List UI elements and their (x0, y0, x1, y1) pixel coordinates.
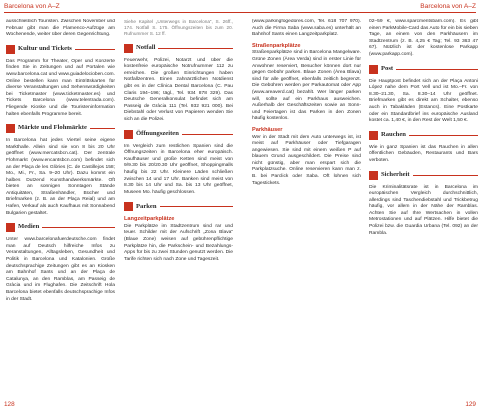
paragraph: Die Kriminalitätsrate ist in Barcelona im europäischen Vergleich durchschnittlich, allerdings sind Taschendiebstahl und Trickbetrug häufig, vor allem in der Nähe der Ramblas. Achten Sie auf Ihre Wertsachen in vollen Metrostationen und auf Plätzen. Hilfe bietet die Polizei bzw. die Guardia Urbana (Tel. 092) an der Rambla. (369, 184, 478, 236)
section-title: Medien (18, 223, 40, 231)
column-2 (124, 19, 233, 263)
no-smoking-icon (369, 131, 378, 140)
column-3 (252, 19, 361, 187)
running-head-right: Barcelona von A–Z (420, 3, 476, 10)
header-rule (4, 12, 476, 13)
paragraph: Wie in ganz Spanien ist das Rauchen in allen öffentlichen Gebäuden, Restaurants und Bars verboten. (369, 144, 478, 163)
section-title: Rauchen (381, 130, 406, 138)
shield-icon (369, 171, 378, 180)
paragraph: Die Hauptpost befindet sich an der Plaça Antoni López nahe dem Port Vell und ist Mo.–Fr. von 8.30–21.30, Sa. 8.30–14 Uhr geöffnet. Briefmarken gibt es direkt am Schalter, ebenso auch in Tabakläden (Estancs). Eine Postkarte oder ein Standardbrief ins europäische Ausland kostet ca. 1,40 €, in den Rest der Welt 1,50 €. (369, 78, 478, 124)
parking-icon (124, 202, 133, 211)
page-number-left: 128 (4, 401, 15, 408)
section-medien (6, 223, 115, 232)
subheading: Parkhäuser (252, 126, 283, 133)
paragraph: Unter www.barcelonafuerdeutsche.com findet man auf Deutsch hilfreiche Infos zu Veranstaltungen, Alltagsleben, Gesundheit und Politik in Barcelona und Katalonien. Große deutschsprachige Zeitungen gibt es an Kiosken am Bahnhof Sants und an der Plaça de Catalunya, an den Ramblas, am Passeig de Gràcia und im Flughafen. Die Zeitschrift Hola Barcelona bietet ebenfalls deutschsprachige Infos in der Stadt. (6, 237, 115, 302)
page-number-right: 129 (465, 401, 476, 408)
section-kultur (6, 45, 115, 54)
section-rauchen (369, 131, 478, 140)
paragraph: Im Vergleich zum restlichen Spanien sind die Öffnungszeiten in Barcelona eher europäisch. Kaufhäuser und große Ketten sind meist von 9/9.30 bis 20/20.30 Uhr geöffnet, Shoppingmalls häufig bis 22 Uhr. Kleinere Läden schließen zwischen 14 und 17 Uhr. Banken sind meist von 8.30 bis 14 Uhr und Sa. bis 13 Uhr geöffnet, Museen Mo. häufig geschlossen. (124, 143, 233, 195)
section-title: Sicherheit (381, 170, 410, 178)
clock-icon (124, 130, 133, 139)
newspaper-icon (6, 223, 15, 232)
paragraph: Straßenparkplätze sind in Barcelona Mangelware. Grüne Zonen (Àrea Verda) sind in erster Linie für Anwohner reserviert, Besucher können dort nur gegen Gebühr parken. Blaue Zonen (Àrea Blava) sind für alle geöffnet, ebenfalls zeitlich begrenzt. Die Gebühren werden per Parkautomat oder App (www.areaverd.cat) bezahlt. Wer länger parken will, sollte auf ein Parkhaus ausweichen. Außerhalb der Geschäftszeiten sowie an Sonn- und Feiertagen ist das Parken in den Zonen häufig kostenlos. (252, 50, 361, 122)
paragraph: ausschließlich Touristen. Zwischen November und Februar gibt man die Flamenco-Aufzüge am Wochenende, weiter über deren Gegenrichtung. (6, 19, 115, 38)
section-post (369, 65, 478, 74)
subheading: Straßenparkplätze (252, 42, 301, 49)
section-oeffnungszeiten (124, 130, 233, 139)
section-notfall (124, 44, 233, 53)
paragraph: Feuerwehr, Polizei, Notarzt und über die kostenfreie europäische Notrufnummer 112 zu erreichen. Die großen Einrichtungen haben Notfallzentren. Einen zahnärztlichen Notdienst gibt es in der Clínica Dental Barcelona (C. Pau Claris 194–196; tägl., Tel. 934 878 329). Das Deutsche Generalkonsulat befindet sich am Passeig de Gràcia 111 (Tel. 932 921 000). Bei Diebstahl oder Verlust von Papieren wenden Sie sich an die Polizei. (124, 57, 233, 122)
paragraph: In Barcelona hat jedes Viertel seine eigene Markthalle. Allein sind sie von 8 bis 20 Uhr geöffnet (www.mercatsbcn.cat). Der zentrale Flohmarkt (www.encantsbcn.com) befindet sich an der Plaça de les Glòries (C. de Castillejos 158; Mo., Mi., Fr., Sa. 9–20 Uhr). Dazu kommt ein halbes Dutzend Kunsthandwerksmärkte. Oft bieten an sonnigen Sonntagen Stände Antiquitäten, Straßenhändler, Bücher und Briefmarken (z. B. an der Plaça Reial) und am Hafen, Verkauf als auch Kaufhaus mit Sonnabend Bulgarien gestaltet. (6, 138, 115, 216)
running-head-left: Barcelona von A–Z (4, 3, 60, 10)
section-title: Parken (136, 202, 157, 210)
mail-icon (369, 65, 378, 74)
paragraph: Das Programm für Theater, Oper und Konzerte finden Sie in Zeitungen und auf Portalen wie www.barcelona.cat und www.guiadelocioben.com. Online bestellen kann man Eintrittskarten für diverse Veranstaltungen und Sehenswürdigkeiten bei Ticketmaster (www.ticketmaster.es) und Tickets Barcelona (www.telentrada.com). Fliegende Kioske und die Touristeninformation halten ebenfalls Programme bereit. (6, 58, 115, 117)
emergency-icon (124, 44, 133, 53)
section-title: Post (381, 64, 394, 72)
section-maerkte (6, 124, 115, 133)
ticket-icon (6, 45, 15, 54)
cross-reference: Siehe Kapitel „Unterwegs in Barcelona“, S. 26ff., 174. Notfall S. 175. Öffnungszeiten bis zum 20. Rufnummer S. 12 ff. (124, 19, 233, 37)
paragraph: Die Parkplätze im Stadtzentrum sind rar und teuer. Schilder mit der Aufschrift „Zona Blava“ (Blaue Zone) weisen auf gebührenpflichtige Parkplätze hin, die Parkschein- und Bezahlungs-Apps für bis zu zwei Stunden genutzt werden. Die Tarife richten sich nach Zone und Tageszeit. (124, 223, 233, 262)
section-title: Öffnungszeiten (136, 129, 179, 137)
column-4 (369, 19, 478, 237)
paragraph: (www.parkingfogedores.com, Tel. 618 707 970). Auch die Firma Saba (www.saba.es) unterhält an Bahnhof Sants einen Langzeitparkplatz. (252, 19, 361, 38)
section-parken (124, 202, 233, 211)
section-sicherheit (369, 171, 478, 180)
section-title: Märkte und Flohmärkte (18, 124, 87, 132)
paragraph: 02–59 €, www.sparcmentsbarn.com). Es gibt einen ParkMobile-Card das Auto für ein bis sieben Tage, an einem von den Parkhäusern im Stadtzentrum (z. B. 4,25 € Tag; Tel. 93 363 47 67). Nützlich ist der kostenlose Parkapp (www.parkapp.com). (369, 19, 478, 57)
subheading: Langzeitparkplätze (124, 216, 175, 223)
paragraph: Wer in der Stadt mit dem Auto unterwegs ist, ist meist auf Parkhäuser oder Tiefgaragen angewiesen. Sie sind mit einem weißen P auf blauem Grund ausgeschildert. Die Preise sind nicht günstig, aber man erspart sich die Parkplatzsuche. Online reservieren kann man z. B. bei Parclick oder Saba. Oft lohnen sich Tagestickets. (252, 134, 361, 186)
section-title: Kultur und Tickets (18, 44, 72, 52)
market-icon (6, 124, 15, 133)
column-1 (6, 19, 115, 303)
section-title: Notfall (136, 43, 156, 51)
